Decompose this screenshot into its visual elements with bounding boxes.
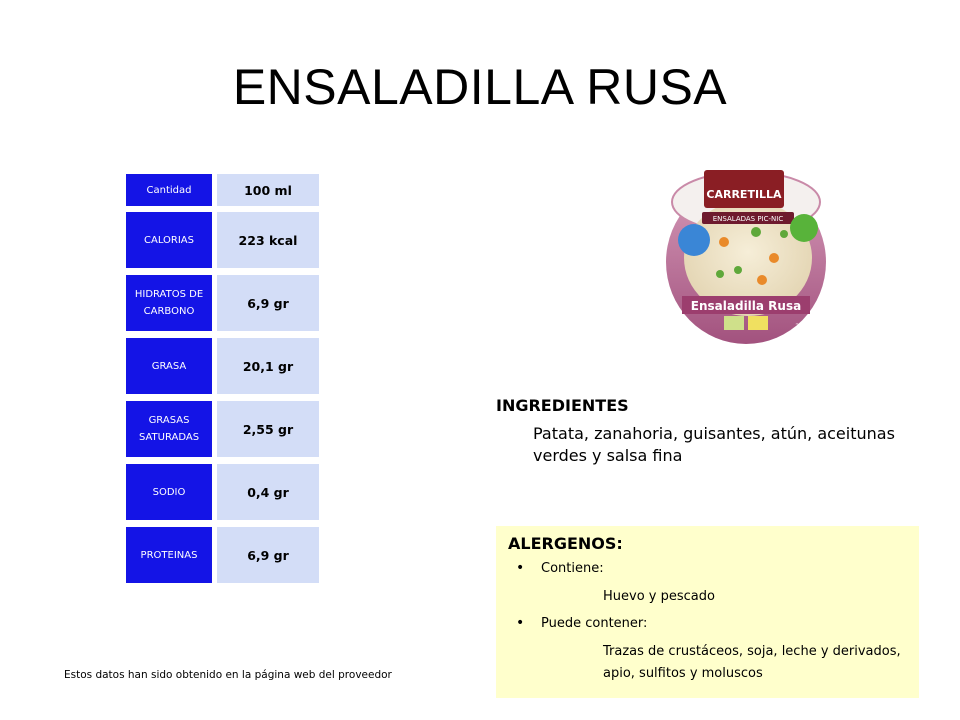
- nutrition-value: 223 kcal: [217, 212, 319, 268]
- allergens-contains-label: Contiene:: [541, 561, 604, 576]
- consume-cold-badge: [678, 224, 710, 256]
- bullet-icon: •: [516, 615, 525, 631]
- nutrition-row-hidratos: [126, 275, 319, 331]
- allergens-contains-item: [508, 561, 907, 576]
- product-image: [664, 162, 828, 346]
- product-line-text: ENSALADAS PIC-NIC: [712, 215, 784, 223]
- nutrition-value: 2,55 gr: [217, 401, 319, 457]
- allergens-heading: ALERGENOS:: [508, 534, 623, 553]
- allergens-may-contain-value: Trazas de crustáceos, soja, leche y derivados, apio, sulfitos y moluscos: [603, 644, 901, 681]
- nutrition-label: GRASA: [126, 338, 212, 394]
- nutrition-label: PROTEINAS: [126, 527, 212, 583]
- nutrition-value: 6,9 gr: [217, 275, 319, 331]
- page-title: ENSALADILLA RUSA: [232, 59, 728, 115]
- nutrition-label: GRASAS SATURADAS: [126, 401, 212, 457]
- ingredients-section: [496, 396, 916, 467]
- quality-badge: [790, 214, 818, 242]
- product-weight-text: 240 g: [795, 323, 813, 330]
- ingredients-text: Patata, zanahoria, guisantes, atún, aceitunas verdes y salsa fina: [533, 424, 895, 465]
- nutrition-value: 100 ml: [217, 174, 319, 206]
- nutrition-row-sodio: [126, 464, 319, 520]
- nutrition-value: 0,4 gr: [217, 464, 319, 520]
- nutrition-value: 20,1 gr: [217, 338, 319, 394]
- nutrition-label: HIDRATOS DE CARBONO: [126, 275, 212, 331]
- nutrition-row-calorias: [126, 212, 319, 268]
- bullet-icon: •: [516, 560, 525, 576]
- nutrition-row-grasas-saturadas: [126, 401, 319, 457]
- brand-text: CARRETILLA: [706, 188, 782, 201]
- source-footnote: Estos datos han sido obtenido en la página web del proveedor: [64, 669, 392, 681]
- allergens-may-contain-item: [508, 616, 907, 631]
- allergens-may-contain-label: Puede contener:: [541, 616, 648, 631]
- nutrition-label: SODIO: [126, 464, 212, 520]
- allergens-box: [496, 526, 919, 698]
- nutrition-row-cantidad: [126, 174, 319, 206]
- ingredients-heading: INGREDIENTES: [496, 396, 629, 415]
- nutrition-row-proteinas: [126, 527, 319, 583]
- nutrition-value: 6,9 gr: [217, 527, 319, 583]
- allergens-contains-value: Huevo y pescado: [603, 589, 715, 604]
- product-name-text: Ensaladilla Rusa: [690, 299, 802, 313]
- nutrition-row-grasa: [126, 338, 319, 394]
- nutrition-label: CALORIAS: [126, 212, 212, 268]
- nutrition-label: Cantidad: [126, 174, 212, 206]
